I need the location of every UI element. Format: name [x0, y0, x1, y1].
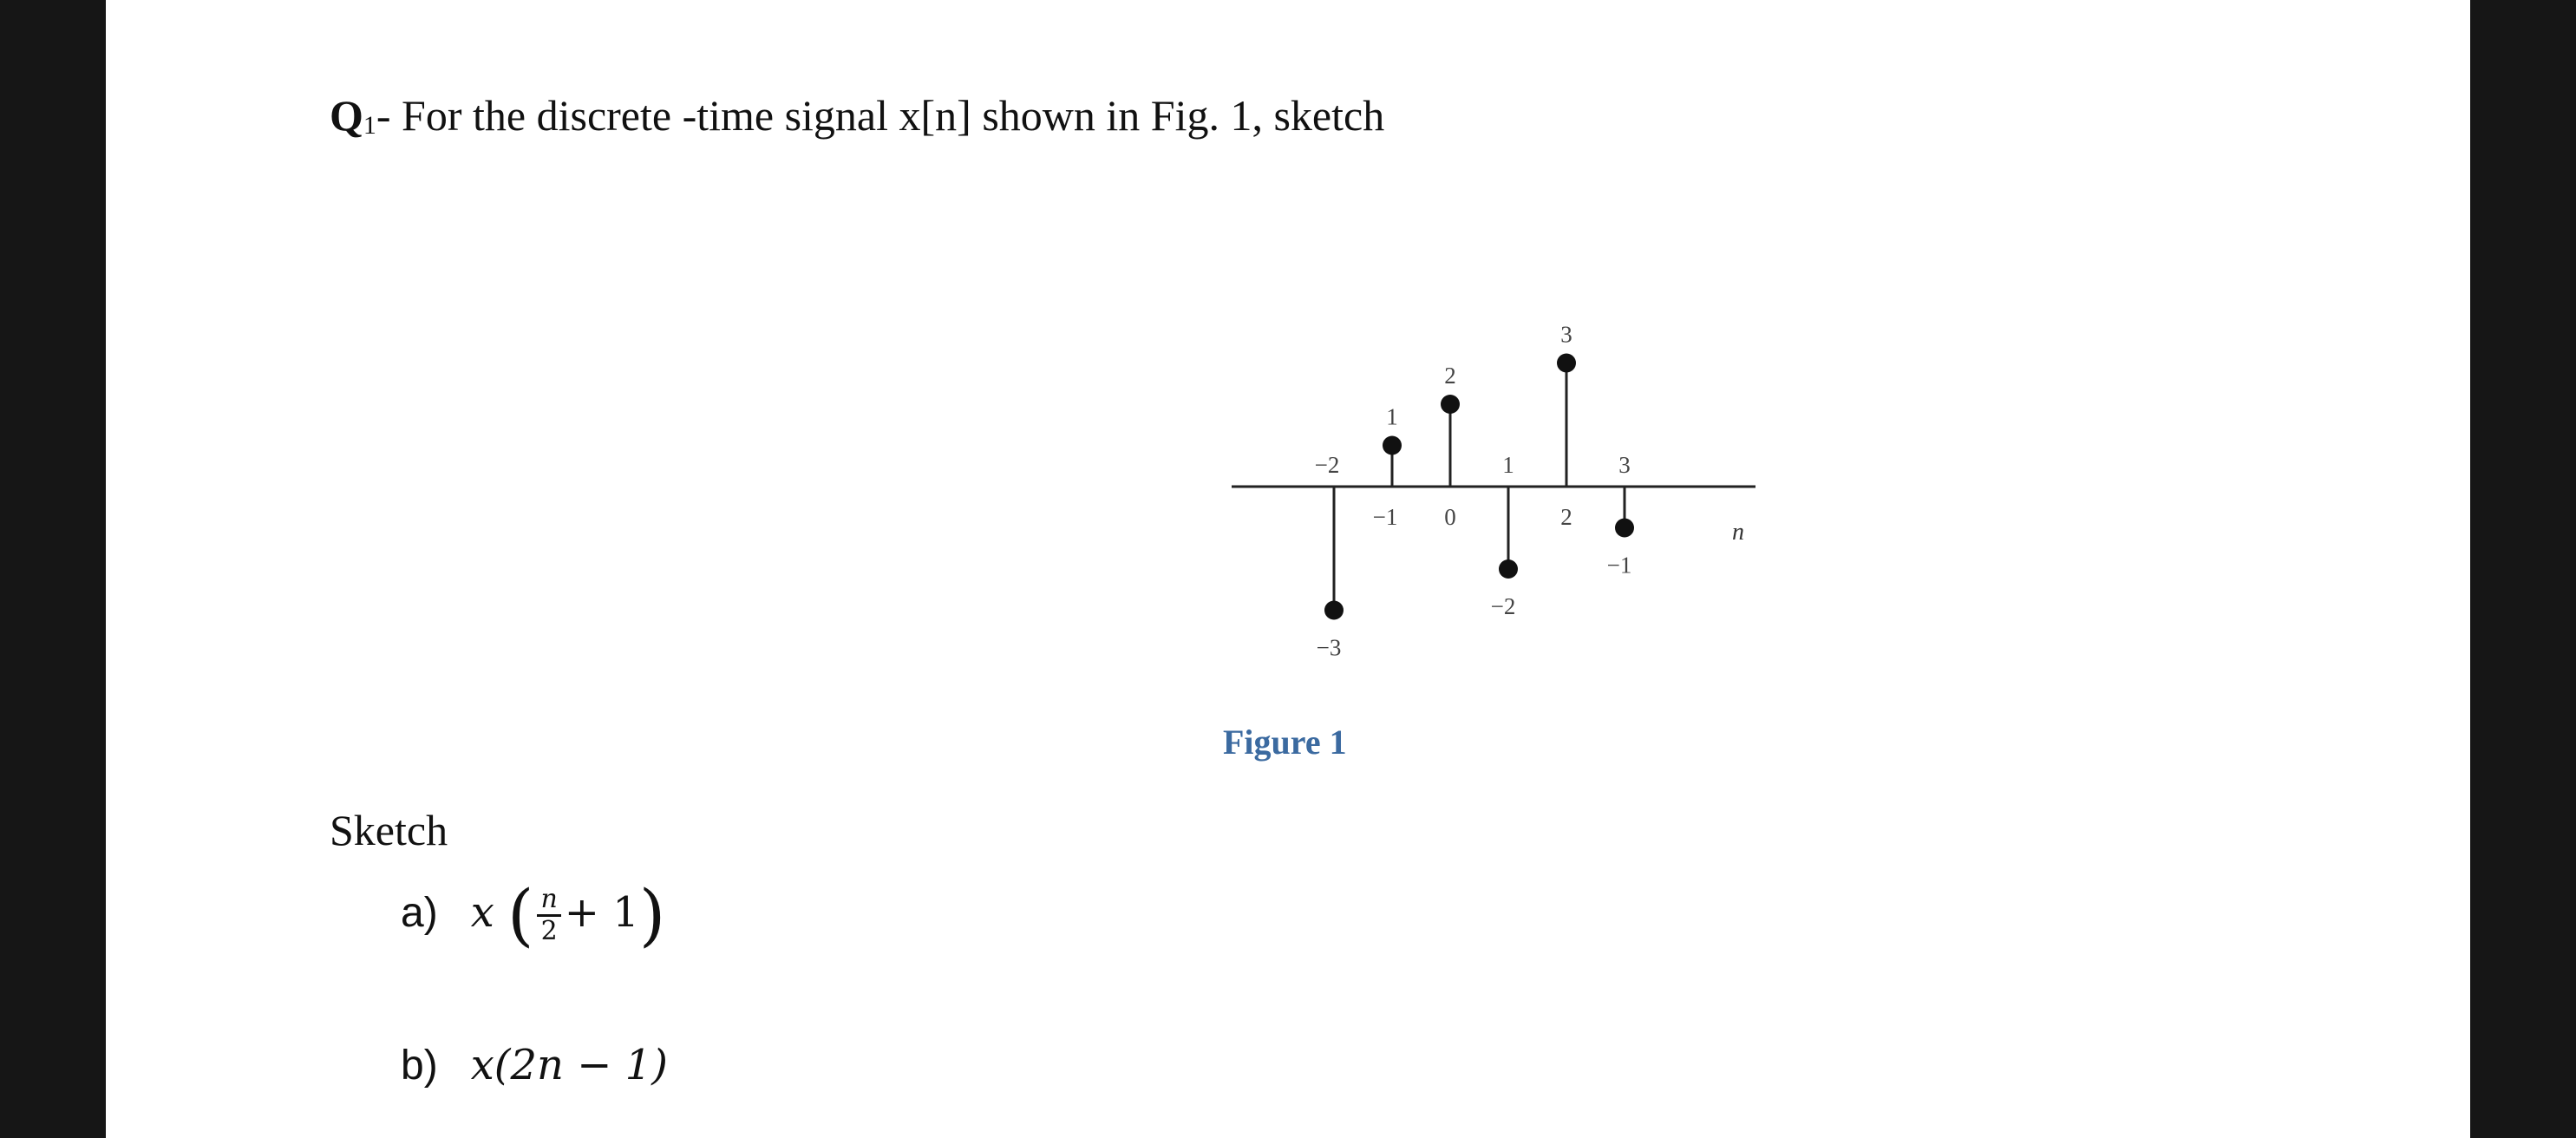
value-label-n-1: 1 [1386, 403, 1398, 430]
expr-a-plus-one: + 1 [564, 887, 639, 937]
value-label-n-2: −3 [1316, 634, 1342, 661]
tick-label-n-2: −2 [1314, 452, 1340, 478]
tick-label-n0: 0 [1444, 504, 1456, 530]
document-page [106, 0, 2470, 1138]
stem-point-n3 [1615, 519, 1634, 538]
stem-group [1315, 322, 1634, 661]
stem-point-n0 [1441, 395, 1460, 414]
expr-a-function: x [470, 887, 494, 937]
stem-point-n1 [1499, 559, 1518, 579]
sketch-item-b [401, 1041, 668, 1089]
fraction-n-over-2 [537, 883, 560, 946]
item-a-expression [470, 876, 666, 954]
stem-plot-figure [106, 0, 2470, 1138]
item-a-label: a) [401, 889, 438, 936]
value-label-n2: 3 [1560, 321, 1572, 348]
stem-point-n2 [1557, 354, 1576, 373]
open-paren: ( [507, 876, 534, 954]
tick-label-n1: 1 [1502, 452, 1514, 478]
value-label-n0: 2 [1444, 363, 1456, 389]
fraction-numerator: n [537, 886, 560, 917]
axis-label-n: n [1732, 519, 1744, 546]
question-body: - For the discrete -time signal x[n] shown in Fig. 1, sketch [376, 91, 1385, 140]
tick-label-n3: 3 [1618, 452, 1631, 478]
item-b-label: b) [401, 1043, 438, 1089]
value-label-n3: −1 [1606, 552, 1632, 579]
stem-point-n-2 [1324, 601, 1344, 620]
close-paren: ) [638, 876, 666, 954]
question-number: 1 [363, 111, 376, 140]
question-label: Q [330, 91, 363, 140]
tick-label-n2: 2 [1560, 504, 1572, 530]
figure-caption: Figure 1 [1223, 723, 1347, 762]
fraction-denominator: 2 [540, 915, 558, 946]
sketch-heading: Sketch [330, 806, 448, 854]
sketch-item-a [401, 876, 665, 954]
stem-point-n-1 [1383, 436, 1402, 455]
value-label-n1: −2 [1490, 593, 1516, 619]
item-b-expression: x(2n − 1) [470, 1041, 668, 1089]
tick-label-n-1: −1 [1372, 504, 1398, 530]
